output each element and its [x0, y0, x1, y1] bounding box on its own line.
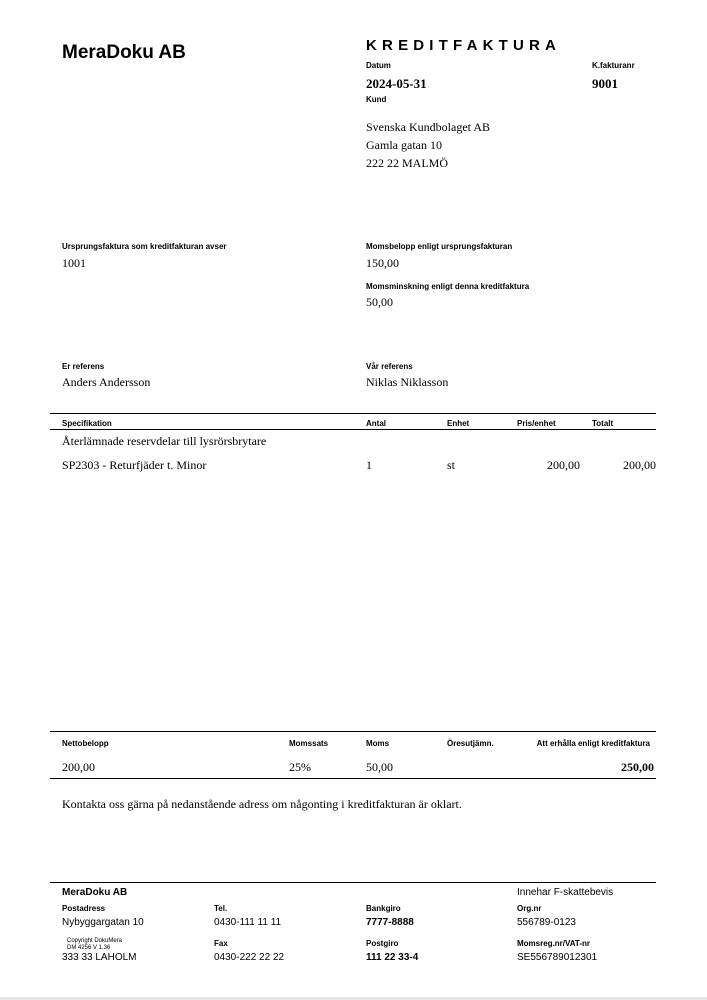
spec-note: Återlämnade reservdelar till lysrörsbrytare — [62, 434, 267, 448]
vat-number-value: SE556789012301 — [517, 952, 598, 963]
your-reference-value: Anders Andersson — [62, 375, 151, 389]
unit-price-header: Pris/enhet — [517, 419, 556, 428]
footer-company-name: MeraDoku AB — [62, 887, 128, 898]
company-name: MeraDoku AB — [62, 42, 186, 63]
net-amount-label: Nettobelopp — [62, 739, 109, 748]
tax-certificate-note: Innehar F-skattebevis — [517, 887, 614, 898]
postal-street: Nybyggargatan 10 — [62, 917, 144, 928]
row-unit-price: 200,00 — [547, 458, 580, 472]
postal-address-label: Postadress — [62, 904, 106, 913]
row-unit: st — [447, 458, 456, 472]
our-reference-value: Niklas Niklasson — [366, 375, 449, 389]
customer-label: Kund — [366, 95, 387, 104]
original-vat-label: Momsbelopp enligt ursprungsfakturan — [366, 242, 513, 251]
customer-city: 222 22 MALMÖ — [366, 156, 449, 170]
row-spec: SP2303 - Returfjäder t. Minor — [62, 458, 207, 472]
vat-label: Moms — [366, 739, 390, 748]
row-total: 200,00 — [623, 458, 656, 472]
bankgiro-label: Bankgiro — [366, 904, 401, 913]
postgiro-label: Postgiro — [366, 939, 399, 948]
fax-label: Fax — [214, 939, 228, 948]
original-invoice-label: Ursprungsfaktura som kreditfakturan avser — [62, 242, 227, 251]
org-number-value: 556789-0123 — [517, 917, 576, 928]
copyright-line-2: DM 4256 V 1.36 — [67, 945, 111, 951]
fax-value: 0430-222 22 22 — [214, 952, 285, 963]
vat-rate-label: Momssats — [289, 739, 329, 748]
invoice-number-value: 9001 — [592, 76, 618, 91]
vat-value: 50,00 — [366, 760, 393, 774]
spec-table-top-rule — [50, 413, 656, 414]
qty-header: Antal — [366, 419, 386, 428]
vat-number-label: Momsreg.nr/VAT-nr — [517, 939, 591, 948]
invoice-number-label: K.fakturanr — [592, 61, 635, 70]
org-number-label: Org.nr — [517, 904, 542, 913]
telephone-label: Tel. — [214, 904, 228, 913]
net-amount-value: 200,00 — [62, 760, 95, 774]
date-label: Datum — [366, 61, 391, 70]
rounding-label: Öresutjämn. — [447, 739, 494, 748]
total-header: Totalt — [592, 419, 614, 428]
totals-top-rule — [50, 731, 656, 732]
customer-street: Gamla gatan 10 — [366, 138, 442, 152]
amount-to-receive-label: Att erhålla enligt kreditfaktura — [536, 739, 650, 748]
vat-rate-value: 25% — [289, 760, 311, 774]
postgiro-value: 111 22 33-4 — [366, 952, 419, 963]
copyright-line-1: Copyright DokuMera — [67, 938, 123, 944]
postal-city: 333 33 LAHOLM — [62, 952, 137, 963]
spec-header: Specifikation — [62, 419, 112, 428]
telephone-value: 0430-111 11 11 — [214, 917, 282, 928]
original-vat-value: 150,00 — [366, 256, 399, 270]
original-invoice-value: 1001 — [62, 256, 86, 270]
unit-header: Enhet — [447, 419, 470, 428]
row-qty: 1 — [366, 458, 372, 472]
spec-table-header-rule — [50, 429, 656, 430]
amount-to-receive-value: 250,00 — [621, 760, 654, 774]
totals-bottom-rule — [50, 778, 656, 779]
bankgiro-value: 7777-8888 — [366, 917, 414, 928]
our-reference-label: Vår referens — [366, 362, 413, 371]
date-value: 2024-05-31 — [366, 76, 427, 91]
vat-reduction-value: 50,00 — [366, 295, 393, 309]
vat-reduction-label: Momsminskning enligt denna kreditfaktura — [366, 282, 530, 291]
copyright-note — [67, 938, 122, 952]
footer-rule — [50, 882, 656, 883]
document-title: KREDITFAKTURA — [366, 37, 562, 54]
contact-text: Kontakta oss gärna på nedanstående adress om någonting i kreditfakturan är oklart. — [62, 797, 462, 811]
customer-name: Svenska Kundbolaget AB — [366, 120, 490, 134]
your-reference-label: Er referens — [62, 362, 105, 371]
